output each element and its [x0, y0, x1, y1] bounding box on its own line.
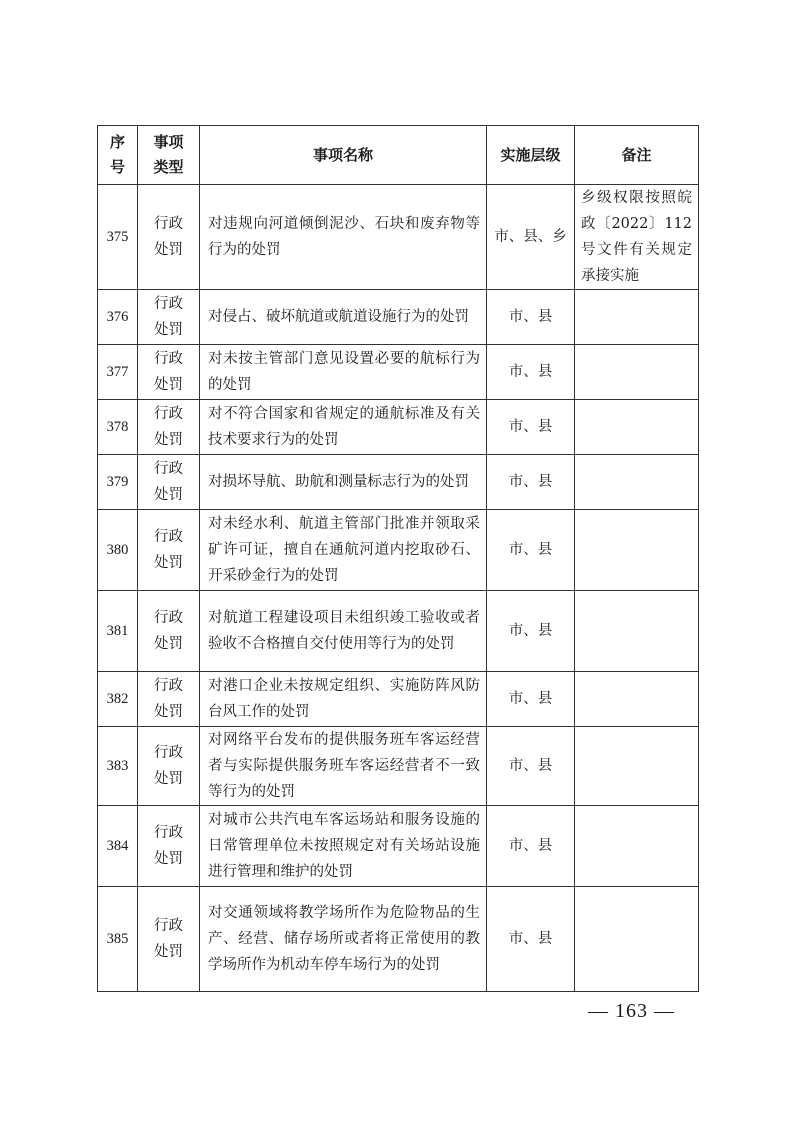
row-name: 对港口企业未按规定组织、实施防阵风防台风工作的处罚 [200, 672, 487, 727]
row-note [575, 591, 699, 672]
row-type: 行政 处罚 [138, 400, 200, 455]
row-number: 383 [98, 727, 138, 806]
row-number: 378 [98, 400, 138, 455]
row-level: 市、县 [487, 455, 575, 510]
table-row [98, 185, 699, 290]
items-table [97, 125, 699, 992]
row-type: 行政 处罚 [138, 455, 200, 510]
table-row [98, 345, 699, 400]
row-note [575, 290, 699, 345]
row-number: 379 [98, 455, 138, 510]
row-level: 市、县 [487, 510, 575, 591]
row-note [575, 510, 699, 591]
table-row [98, 727, 699, 806]
row-level: 市、县、乡 [487, 185, 575, 290]
row-type: 行政 处罚 [138, 887, 200, 992]
row-name: 对不符合国家和省规定的通航标准及有关技术要求行为的处罚 [200, 400, 487, 455]
header-name: 事项名称 [200, 126, 487, 185]
row-number: 385 [98, 887, 138, 992]
row-type: 行政 处罚 [138, 185, 200, 290]
row-note [575, 887, 699, 992]
row-level: 市、县 [487, 345, 575, 400]
row-name: 对交通领域将教学场所作为危险物品的生产、经营、储存场所或者将正常使用的教学场所作为机动车停车场行为的处罚 [200, 887, 487, 992]
row-name: 对损坏导航、助航和测量标志行为的处罚 [200, 455, 487, 510]
row-type: 行政 处罚 [138, 806, 200, 887]
row-name: 对违规向河道倾倒泥沙、石块和废弃物等行为的处罚 [200, 185, 487, 290]
row-number: 381 [98, 591, 138, 672]
row-name: 对侵占、破坏航道或航道设施行为的处罚 [200, 290, 487, 345]
row-number: 382 [98, 672, 138, 727]
row-note [575, 672, 699, 727]
row-level: 市、县 [487, 591, 575, 672]
page-number: — 163 — [588, 1000, 675, 1022]
row-number: 376 [98, 290, 138, 345]
table-row [98, 510, 699, 591]
row-level: 市、县 [487, 672, 575, 727]
row-note [575, 400, 699, 455]
row-type: 行政 处罚 [138, 727, 200, 806]
row-level: 市、县 [487, 887, 575, 992]
table-row [98, 672, 699, 727]
row-name: 对航道工程建设项目未组织竣工验收或者验收不合格擅自交付使用等行为的处罚 [200, 591, 487, 672]
row-level: 市、县 [487, 290, 575, 345]
row-type: 行政 处罚 [138, 672, 200, 727]
row-note [575, 345, 699, 400]
table-row [98, 290, 699, 345]
row-name: 对网络平台发布的提供服务班车客运经营者与实际提供服务班车客运经营者不一致等行为的处罚 [200, 727, 487, 806]
header-note: 备注 [575, 126, 699, 185]
row-note: 乡级权限按照皖政〔2022〕112号文件有关规定承接实施 [575, 185, 699, 290]
row-note [575, 727, 699, 806]
row-number: 375 [98, 185, 138, 290]
row-number: 377 [98, 345, 138, 400]
table-row [98, 806, 699, 887]
row-number: 384 [98, 806, 138, 887]
table-row [98, 591, 699, 672]
row-name: 对城市公共汽电车客运场站和服务设施的日常管理单位未按照规定对有关场站设施进行管理和维护的处罚 [200, 806, 487, 887]
header-level: 实施层级 [487, 126, 575, 185]
row-level: 市、县 [487, 400, 575, 455]
row-level: 市、县 [487, 806, 575, 887]
row-note [575, 455, 699, 510]
table-row [98, 455, 699, 510]
row-type: 行政 处罚 [138, 290, 200, 345]
row-type: 行政 处罚 [138, 510, 200, 591]
row-type: 行政 处罚 [138, 591, 200, 672]
row-note [575, 806, 699, 887]
row-type: 行政 处罚 [138, 345, 200, 400]
row-level: 市、县 [487, 727, 575, 806]
header-no: 序 号 [98, 126, 138, 185]
row-number: 380 [98, 510, 138, 591]
row-name: 对未按主管部门意见设置必要的航标行为的处罚 [200, 345, 487, 400]
header-row [98, 126, 699, 185]
header-type: 事项 类型 [138, 126, 200, 185]
table-row [98, 887, 699, 992]
table-row [98, 400, 699, 455]
row-name: 对未经水利、航道主管部门批准并领取采矿许可证，擅自在通航河道内挖取砂石、开采砂金行为的处罚 [200, 510, 487, 591]
